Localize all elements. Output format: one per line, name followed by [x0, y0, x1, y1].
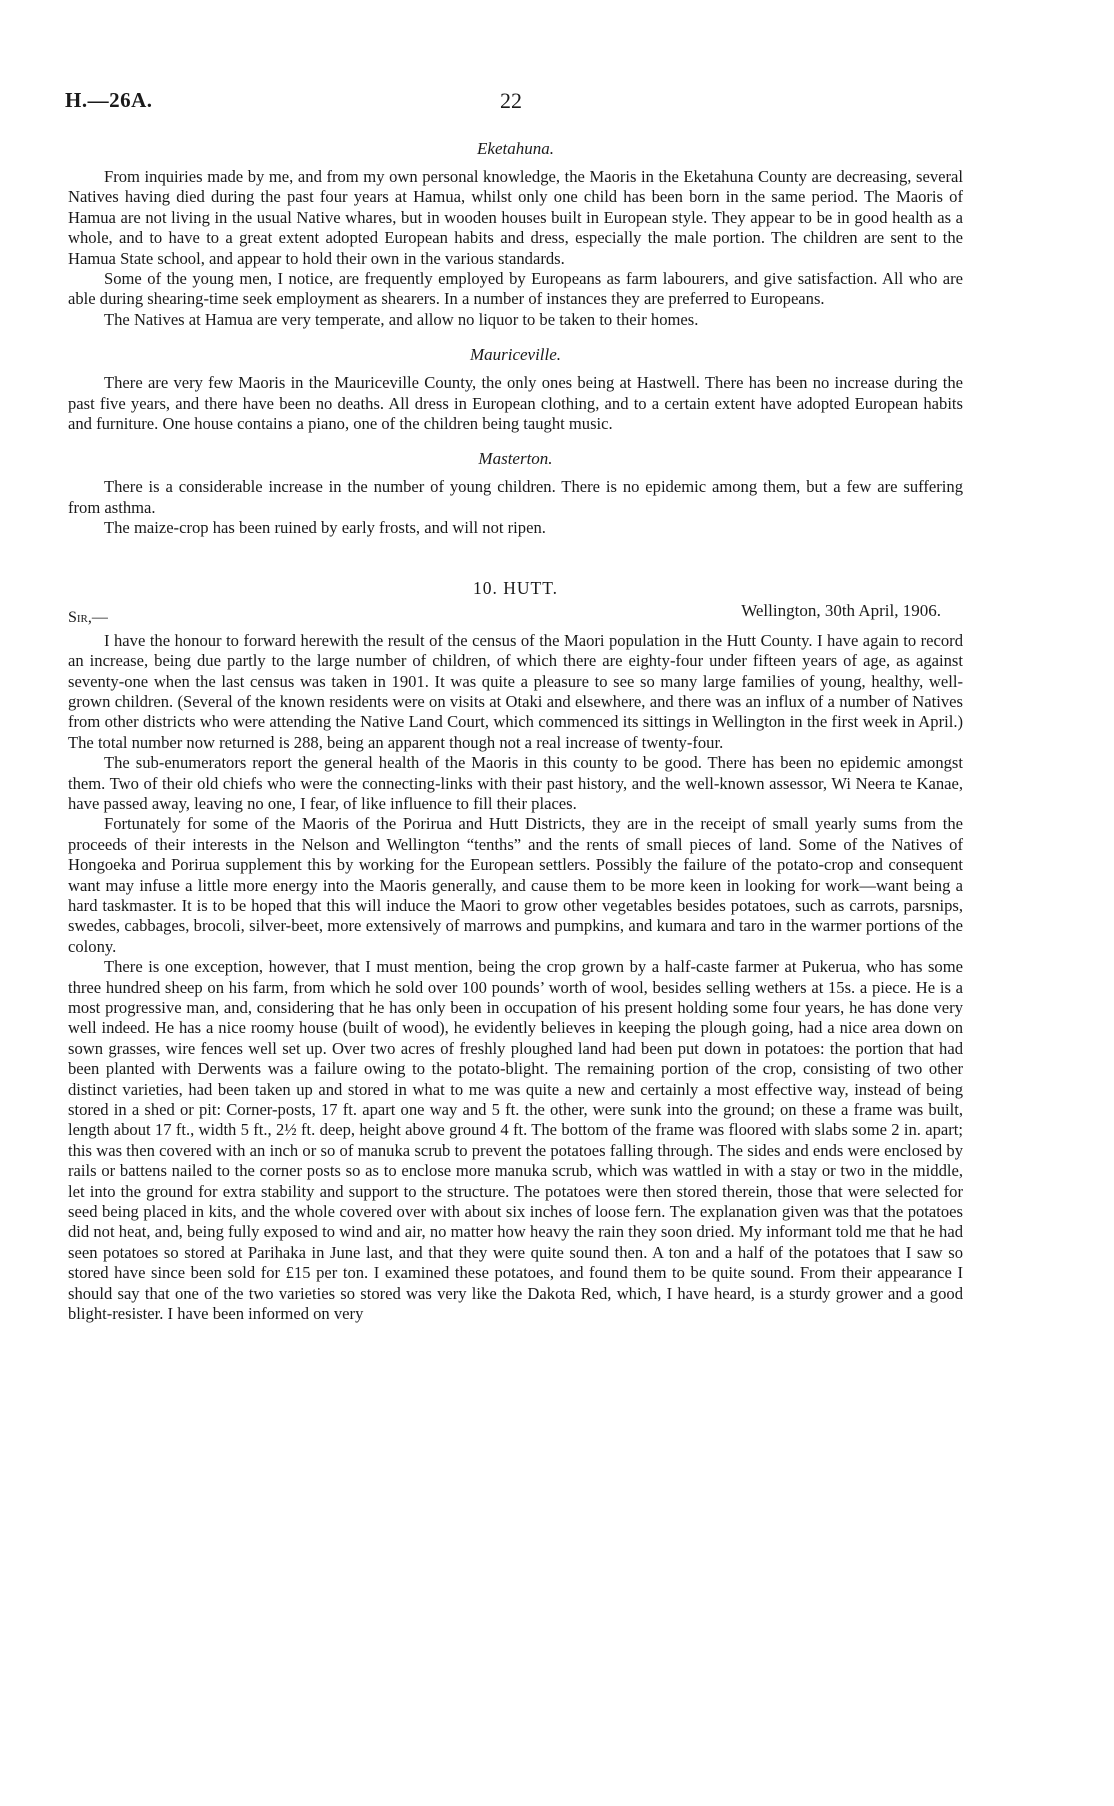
paragraph: The Natives at Hamua are very temperate, and allow no liquor to be taken to their homes.: [104, 309, 699, 329]
section-title-hutt: 10. HUTT.: [473, 577, 558, 598]
paragraph: From inquiries made by me, and from my own personal knowledge, the Maoris in the Eketahuna County are decreasing, several Natives having died during the past four years at Hamua, whilst only one child has been born in the same period. The Maoris of Hamua are not living in the usual Native whares, but in wooden houses built in European style. They appear to be in good health as a whole, and to have to a great extent adopted European habits and dress, especially the male portion. The children are sent to the Hamua State school, and appear to hold their own in the various standards.: [68, 167, 963, 268]
heading-masterton: Masterton.: [478, 449, 553, 469]
heading-eketahuna: Eketahuna.: [477, 139, 554, 158]
section-gap: [68, 434, 963, 448]
document-reference: H.—26A.: [65, 88, 153, 112]
paragraph: There is one exception, however, that I must mention, being the crop grown by a half-caste farmer at Pukerua, who has some three hundred sheep on his farm, from which he sold over 100 pounds’ worth of wool, besides selling wethers at 15s. a piece. He is a most progressive man, and, considering that he has only been in occupation of his present holding some four years, he has done very well indeed. He has a nice roomy house (built of wood), he evidently believes in keeping the plough going, had a nice area down on sown grasses, wire fences well set up. Over two acres of freshly ploughed land had been put down in potatoes: the portion that had been planted with Derwents was a failure owing to the potato-blight. The remaining portion of the crop, consisting of two other distinct varieties, had been taken up and stored in what to me was quite a new and certainly a most effective way, instead of being stored in a shed or pit: Corner-posts, 17 ft. apart one way and 5 ft. the other, were sunk into the ground; on these a frame was built, length about 17 ft., width 5 ft., 2½ ft. deep, height above ground 4 ft. The bottom of the frame was floored with slabs some 2 in. apart; this was then covered with an inch or so of manuka scrub to prevent the potatoes falling through. The sides and ends were enclosed by rails or battens nailed to the corner posts so as to enclose more manuka scrub, which was wattled in with a stay or two in the middle, let into the ground for extra stability and support to the structure. The potatoes were then stored therein, those that were selected for seed being placed in kits, and the whole covered over with about six inches of loose fern. The explanation given was that the potatoes did not heat, and, being fully exposed to wind and air, no matter how heavy the rain they soon dried. My informant told me that he had seen potatoes so stored at Parihaka in June last, and that they were quite sound then. A ton and a half of the potatoes that I saw so stored have since been sold for £15 per ton. I examined these potatoes, and found them to be quite sound. From their appearance I should say that one of the two varieties so stored was very like the Dakota Red, which, I have heard, is a sturdy grower and a good blight-resister. I have been informed on very: [68, 957, 963, 1324]
heading-mauriceville: Mauriceville.: [469, 345, 562, 365]
paragraph: There is a considerable increase in the number of young children. There is no epidemic among them, but a few are suffering from asthma.: [68, 477, 963, 517]
page-number: 22: [500, 88, 522, 113]
dateline: Wellington, 30th April, 1906.: [741, 600, 941, 620]
paragraph: Some of the young men, I notice, are frequently employed by Europeans as farm labourers, and give satisfaction. All who are able during shearing-time seek employment as shearers. In a number of instances they are preferred to Europeans.: [68, 269, 963, 309]
paragraph: Fortunately for some of the Maoris of the Porirua and Hutt Districts, they are in the receipt of small yearly sums from the proceeds of their interests in the Nelson and Wellington “tenths” and the rents of small pieces of land. Some of the Natives of Hongoeka and Porirua supplement this by working for the European settlers. Possibly the failure of the potato-crop and consequent want may infuse a little more energy into the Maoris generally, and cause them to be more keen in looking for work—want being a hard taskmaster. It is to be hoped that this will induce the Maori to grow other vegetables besides potatoes, such as carrots, parsnips, swedes, cabbages, brocoli, silver-beet, more extensively of marrows and pumpkins, and kumara and taro in the warmer portions of the colony.: [68, 814, 963, 956]
salutation: Sir,—: [68, 608, 108, 626]
letter-head: [68, 601, 963, 631]
paragraph: I have the honour to forward herewith the result of the census of the Maori population in the Hutt County. I have again to record an increase, being due partly to the large number of children, of which there are eighty-four under fifteen years of age, as against seventy-one when the last census was taken in 1901. It was quite a pleasure to see so many large families of young, healthy, well-grown children. (Several of the known residents were on visits at Otaki and elsewhere, and there was an influx of a number of Natives from other districts who were attending the Native Land Court, which commenced its sittings in Wellington in the first week in April.) The total number now returned is 288, being an apparent though not a real increase of twenty-four.: [68, 630, 963, 752]
paragraph: There are very few Maoris in the Mauriceville County, the only ones being at Hastwell. There has been no increase during the past five years, and there have been no deaths. All dress in European clothing, and to a certain extent have adopted European habits and furniture. One house contains a piano, one of the children being taught music.: [68, 373, 963, 434]
section-gap: [68, 330, 963, 344]
text-column: [68, 138, 963, 1325]
paragraph: The maize-crop has been ruined by early frosts, and will not ripen.: [104, 518, 546, 538]
paragraph: The sub-enumerators report the general health of the Maoris in this county to be good. There has been no epidemic amongst them. Two of their old chiefs who were the connecting-links with their past history, and the well-known assessor, Wi Neera te Kanae, have passed away, leaving no one, I fear, of like influence to fill their places.: [68, 753, 963, 813]
